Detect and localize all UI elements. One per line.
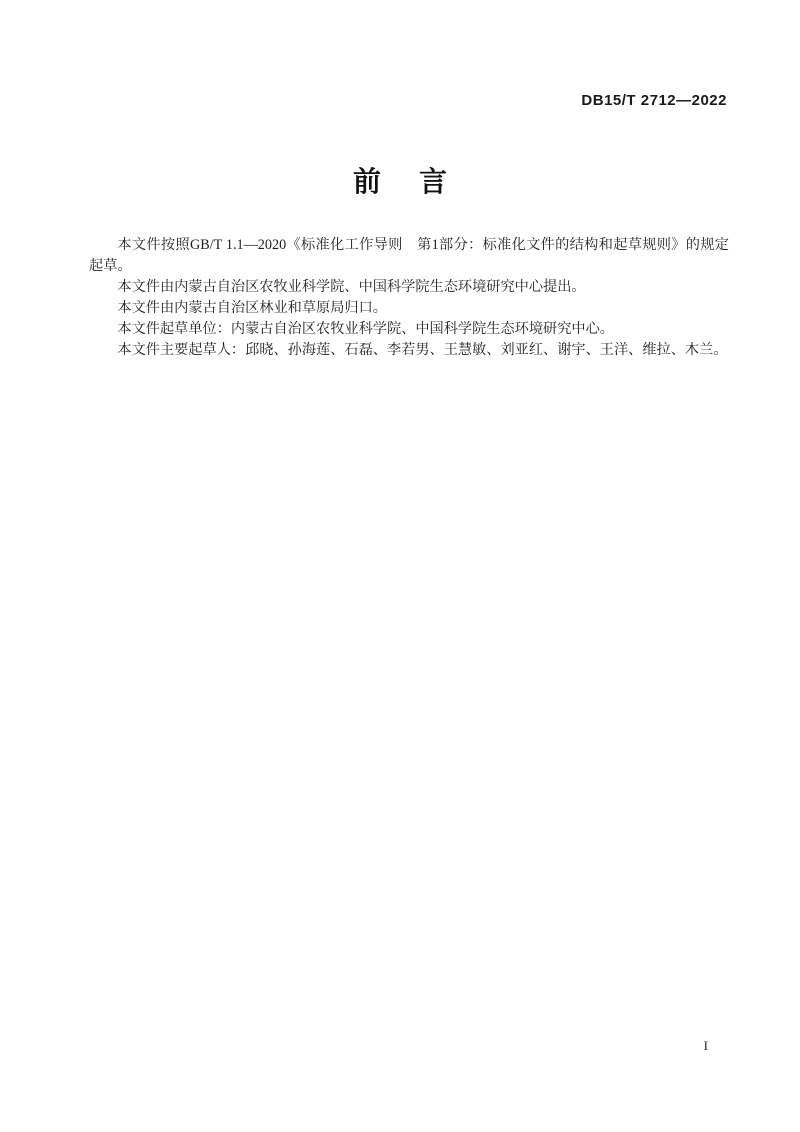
paragraph-drafting-organizations: 本文件起草单位：内蒙古自治区农牧业科学院、中国科学院生态环境研究中心。 <box>117 321 614 337</box>
paragraph-under-jurisdiction: 本文件由内蒙古自治区林业和草原局归口。 <box>117 300 387 316</box>
page-title-char-2: 言 <box>419 166 448 197</box>
document-standard-number: DB15/T 2712—2022 <box>581 92 727 109</box>
page-number: I <box>703 1038 708 1053</box>
paragraph-drafting-rules: 本文件按照GB/T 1.1—2020《标准化工作导则 第1部分：标准化文件的结构和起草规则》的规定起草。 <box>89 237 729 274</box>
paragraph-proposed-by: 本文件由内蒙古自治区农牧业科学院、中国科学院生态环境研究中心提出。 <box>117 279 586 295</box>
foreword-body <box>89 235 729 361</box>
page-title <box>0 168 800 196</box>
page-title-char-1: 前 <box>352 166 381 197</box>
paragraph-main-drafters: 本文件主要起草人：邱晓、孙海莲、石磊、李若男、王慧敏、刘亚红、谢宇、王洋、维拉、木兰。 <box>117 342 728 358</box>
